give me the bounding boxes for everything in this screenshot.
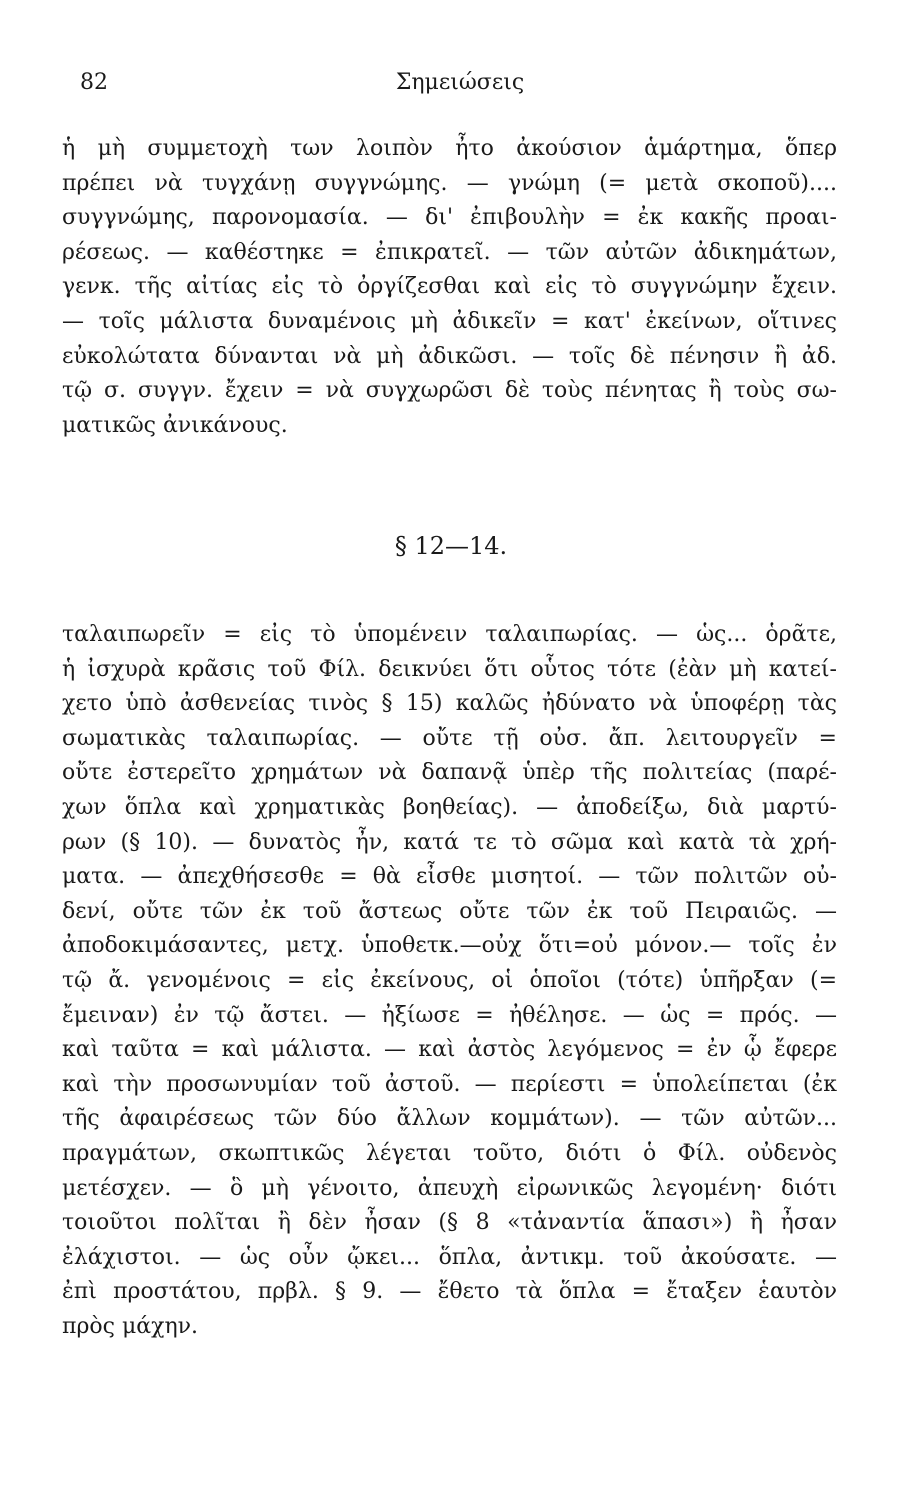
page-header — [80, 70, 840, 110]
text-line: καὶ ταῦτα = καὶ μάλιστα. — καὶ ἀστὸς λεγόμενος = ἐν ᾧ ἔφερε — [62, 1037, 837, 1063]
text-line: δενί, οὔτε τῶν ἐκ τοῦ ἄστεως οὔτε τῶν ἐκ τοῦ Πειραιῶς. — — [62, 898, 837, 924]
text-line: τῷ ἄ. γενομένοις = εἰς ἐκείνους, οἱ ὁποῖοι (τότε) ὑπῆρξαν (= — [62, 967, 837, 993]
text-line: εὐκολώτατα δύνανται νὰ μὴ ἀδικῶσι. — τοῖς δὲ πένησιν ἢ ἀδ. — [62, 343, 837, 369]
text-line: ματικῶς ἀνικάνους. — [62, 412, 288, 438]
notes-block-2 — [62, 618, 837, 1344]
text-line: τῆς ἀφαιρέσεως τῶν δύο ἄλλων κομμάτων). — τῶν αὐτῶν... — [62, 1106, 837, 1132]
text-line: συγγνώμης, παρονομασία. — δι' ἐπιβουλὴν = ἐκ κακῆς προαι- — [62, 205, 837, 231]
text-line: ἡ ἰσχυρὰ κρᾶσις τοῦ Φίλ. δεικνύει ὅτι οὗτος τότε (ἐὰν μὴ κατεί- — [62, 656, 837, 682]
text-line: καὶ τὴν προσωνυμίαν τοῦ ἀστοῦ. — περίεστι = ὑπολείπεται (ἐκ — [62, 1071, 837, 1097]
text-line: ταλαιπωρεῖν = εἰς τὸ ὑπομένειν ταλαιπωρίας. — ὡς... ὁρᾶτε, — [62, 622, 837, 647]
text-line: ἔμειναν) ἐν τῷ ἄστει. — ἠξίωσε = ἠθέλησε. — ὡς = πρός. — — [62, 1002, 837, 1028]
text-line: πραγμάτων, σκωπτικῶς λέγεται τοῦτο, διότι ὁ Φίλ. οὐδενὸς — [62, 1140, 837, 1166]
page-number: 82 — [80, 70, 108, 95]
text-line: γενκ. τῆς αἰτίας εἰς τὸ ὀργίζεσθαι καὶ εἰς τὸ συγγνώμην ἔχειν. — [62, 274, 837, 300]
text-line: πρὸς μάχην. — [62, 1313, 198, 1339]
text-line: πρέπει νὰ τυγχάνῃ συγγνώμης. — γνώμη (= μετὰ σκοποῦ).... — [62, 170, 837, 196]
text-line: οὔτε ἐστερεῖτο χρημάτων νὰ δαπανᾷ ὑπὲρ τῆς πολιτείας (παρέ- — [62, 760, 837, 786]
text-line: ἐλάχιστοι. — ὡς οὖν ᾤκει... ὅπλα, ἀντικμ. τοῦ ἀκούσατε. — — [62, 1244, 837, 1270]
text-line: σωματικὰς ταλαιπωρίας. — οὔτε τῇ οὐσ. ἄπ. λειτουργεῖν = — [62, 725, 837, 751]
text-line: χετο ὑπὸ ἀσθενείας τινὸς § 15) καλῶς ἠδύνατο νὰ ὑποφέρῃ τὰς — [62, 691, 837, 717]
text-line: — τοῖς μάλιστα δυναμένοις μὴ ἀδικεῖν = κατ' ἐκείνων, οἵτινες — [62, 308, 837, 334]
text-line: ρων (§ 10). — δυνατὸς ἦν, κατά τε τὸ σῶμα καὶ κατὰ τὰ χρή- — [62, 829, 837, 855]
text-line: χων ὅπλα καὶ χρηματικὰς βοηθείας). — ἀποδείξω, διὰ μαρτύ- — [62, 794, 837, 820]
text-line: ματα. — ἀπεχθήσεσθε = θὰ εἶσθε μισητοί. — τῶν πολιτῶν οὐ- — [62, 864, 837, 890]
text-line: μετέσχεν. — ὃ μὴ γένοιτο, ἀπευχὴ εἰρωνικῶς λεγομένη· διότι — [62, 1175, 837, 1201]
text-line: ρέσεως. — καθέστηκε = ἐπικρατεῖ. — τῶν αὐτῶν ἀδικημάτων, — [62, 239, 837, 265]
text-line: τοιοῦτοι πολῖται ἢ δὲν ἦσαν (§ 8 «τἀναντία ἅπασι») ἢ ἦσαν — [62, 1210, 837, 1236]
running-title: Σημειώσεις — [395, 70, 525, 95]
text-line: τῷ σ. συγγν. ἔχειν = νὰ συγχωρῶσι δὲ τοὺς πένητας ἢ τοὺς σω- — [62, 378, 837, 404]
text-line: ἐπὶ προστάτου, πρβλ. § 9. — ἔθετο τὰ ὅπλα = ἔταξεν ἑαυτὸν — [62, 1279, 837, 1305]
notes-block-1 — [62, 132, 837, 443]
text-line: ἡ μὴ συμμετοχὴ των λοιπὸν ἦτο ἀκούσιον ἁμάρτημα, ὅπερ — [62, 136, 837, 161]
section-heading: § 12—14. — [394, 532, 508, 560]
text-line: ἀποδοκιμάσαντες, μετχ. ὑποθετκ.—οὐχ ὅτι=οὐ μόνον.— τοῖς ἐν — [62, 933, 837, 959]
